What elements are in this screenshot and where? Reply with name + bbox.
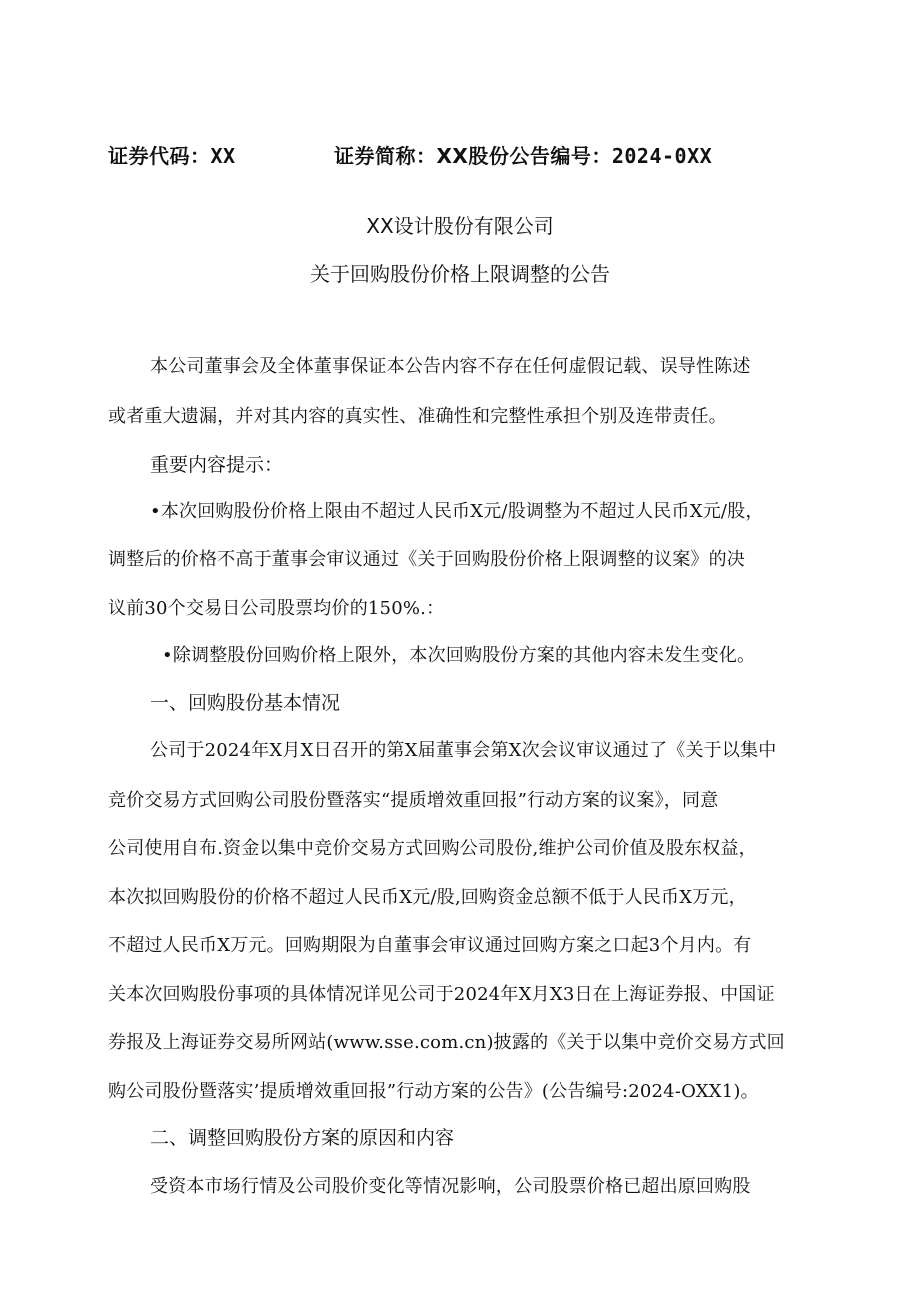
security-code-label: 证券代码： — [108, 144, 211, 168]
announcement-title: 关于回购股份价格上限调整的公告 — [310, 262, 610, 286]
security-code — [108, 140, 236, 169]
highlights-heading: 重要内容提示： — [150, 454, 284, 476]
paragraph-line: 不超过人民币X万元。回购期限为自董事会审议通过回购方案之口起3个月内。有 — [108, 935, 752, 956]
paragraph-line: 受资本市场行情及公司股价变化等情况影响，公司股票价格已超出原回购股 — [150, 1176, 751, 1197]
paragraph-line: 券报及上海证券交易所网站(www.sse.com.cn)披露的《关于以集中竞价交易方式回 — [108, 1032, 785, 1053]
security-name-label: 证券简称：XX股份公告编号： — [334, 144, 612, 168]
paragraph-line: 竞价交易方式回购公司股份暨落实“提质增效重回报”行动方案的议案》，同意 — [108, 790, 719, 811]
bullet-line: •除调整股份回购价格上限外，本次回购股份方案的其他内容未发生变化。 — [162, 645, 756, 666]
paragraph-line: 公司于2024年X月X日召开的第X届董事会第X次会议审议通过了《关于以集中 — [150, 740, 777, 761]
paragraph-line: 关本次回购股份事项的具体情况详见公司于2024年X月X3日在上海证券报、中国证 — [108, 984, 775, 1005]
security-name-and-number — [334, 140, 712, 169]
paragraph-line: 公司使用自布.资金以集中竞价交易方式回购公司股份,维护公司价值及股东权益， — [108, 838, 757, 859]
disclaimer-line: 或者重大遗漏，并对其内容的真实性、准确性和完整性承担个别及连带责任。 — [108, 406, 727, 427]
paragraph-line: 本次拟回购股份的价格不超过人民币X元/股,回购资金总额不低于人民币X万元， — [108, 887, 747, 908]
bullet-line: 议前30个交易日公司股票均价的150%.： — [108, 598, 445, 619]
company-title: XX设计股份有限公司 — [366, 214, 554, 238]
announcement-number: 2024-0XX — [611, 144, 713, 168]
bullet-line: 调整后的价格不高于董事会审议通过《关于回购股份价格上限调整的议案》的决 — [108, 549, 745, 570]
bullet-line: •本次回购股份价格上限由不超过人民币X元/股调整为不超过人民币X元/股， — [150, 501, 764, 522]
security-code-value: XX — [210, 144, 236, 168]
section-heading: 二、调整回购股份方案的原因和内容 — [150, 1127, 455, 1149]
section-heading: 一、回购股份基本情况 — [150, 692, 341, 714]
paragraph-line: 购公司股份暨落实’提质增效重回报”行动方案的公告》(公告编号:2024-OXX1)。 — [108, 1081, 759, 1102]
disclaimer-line: 本公司董事会及全体董事保证本公告内容不存在任何虚假记载、误导性陈述 — [150, 356, 751, 377]
